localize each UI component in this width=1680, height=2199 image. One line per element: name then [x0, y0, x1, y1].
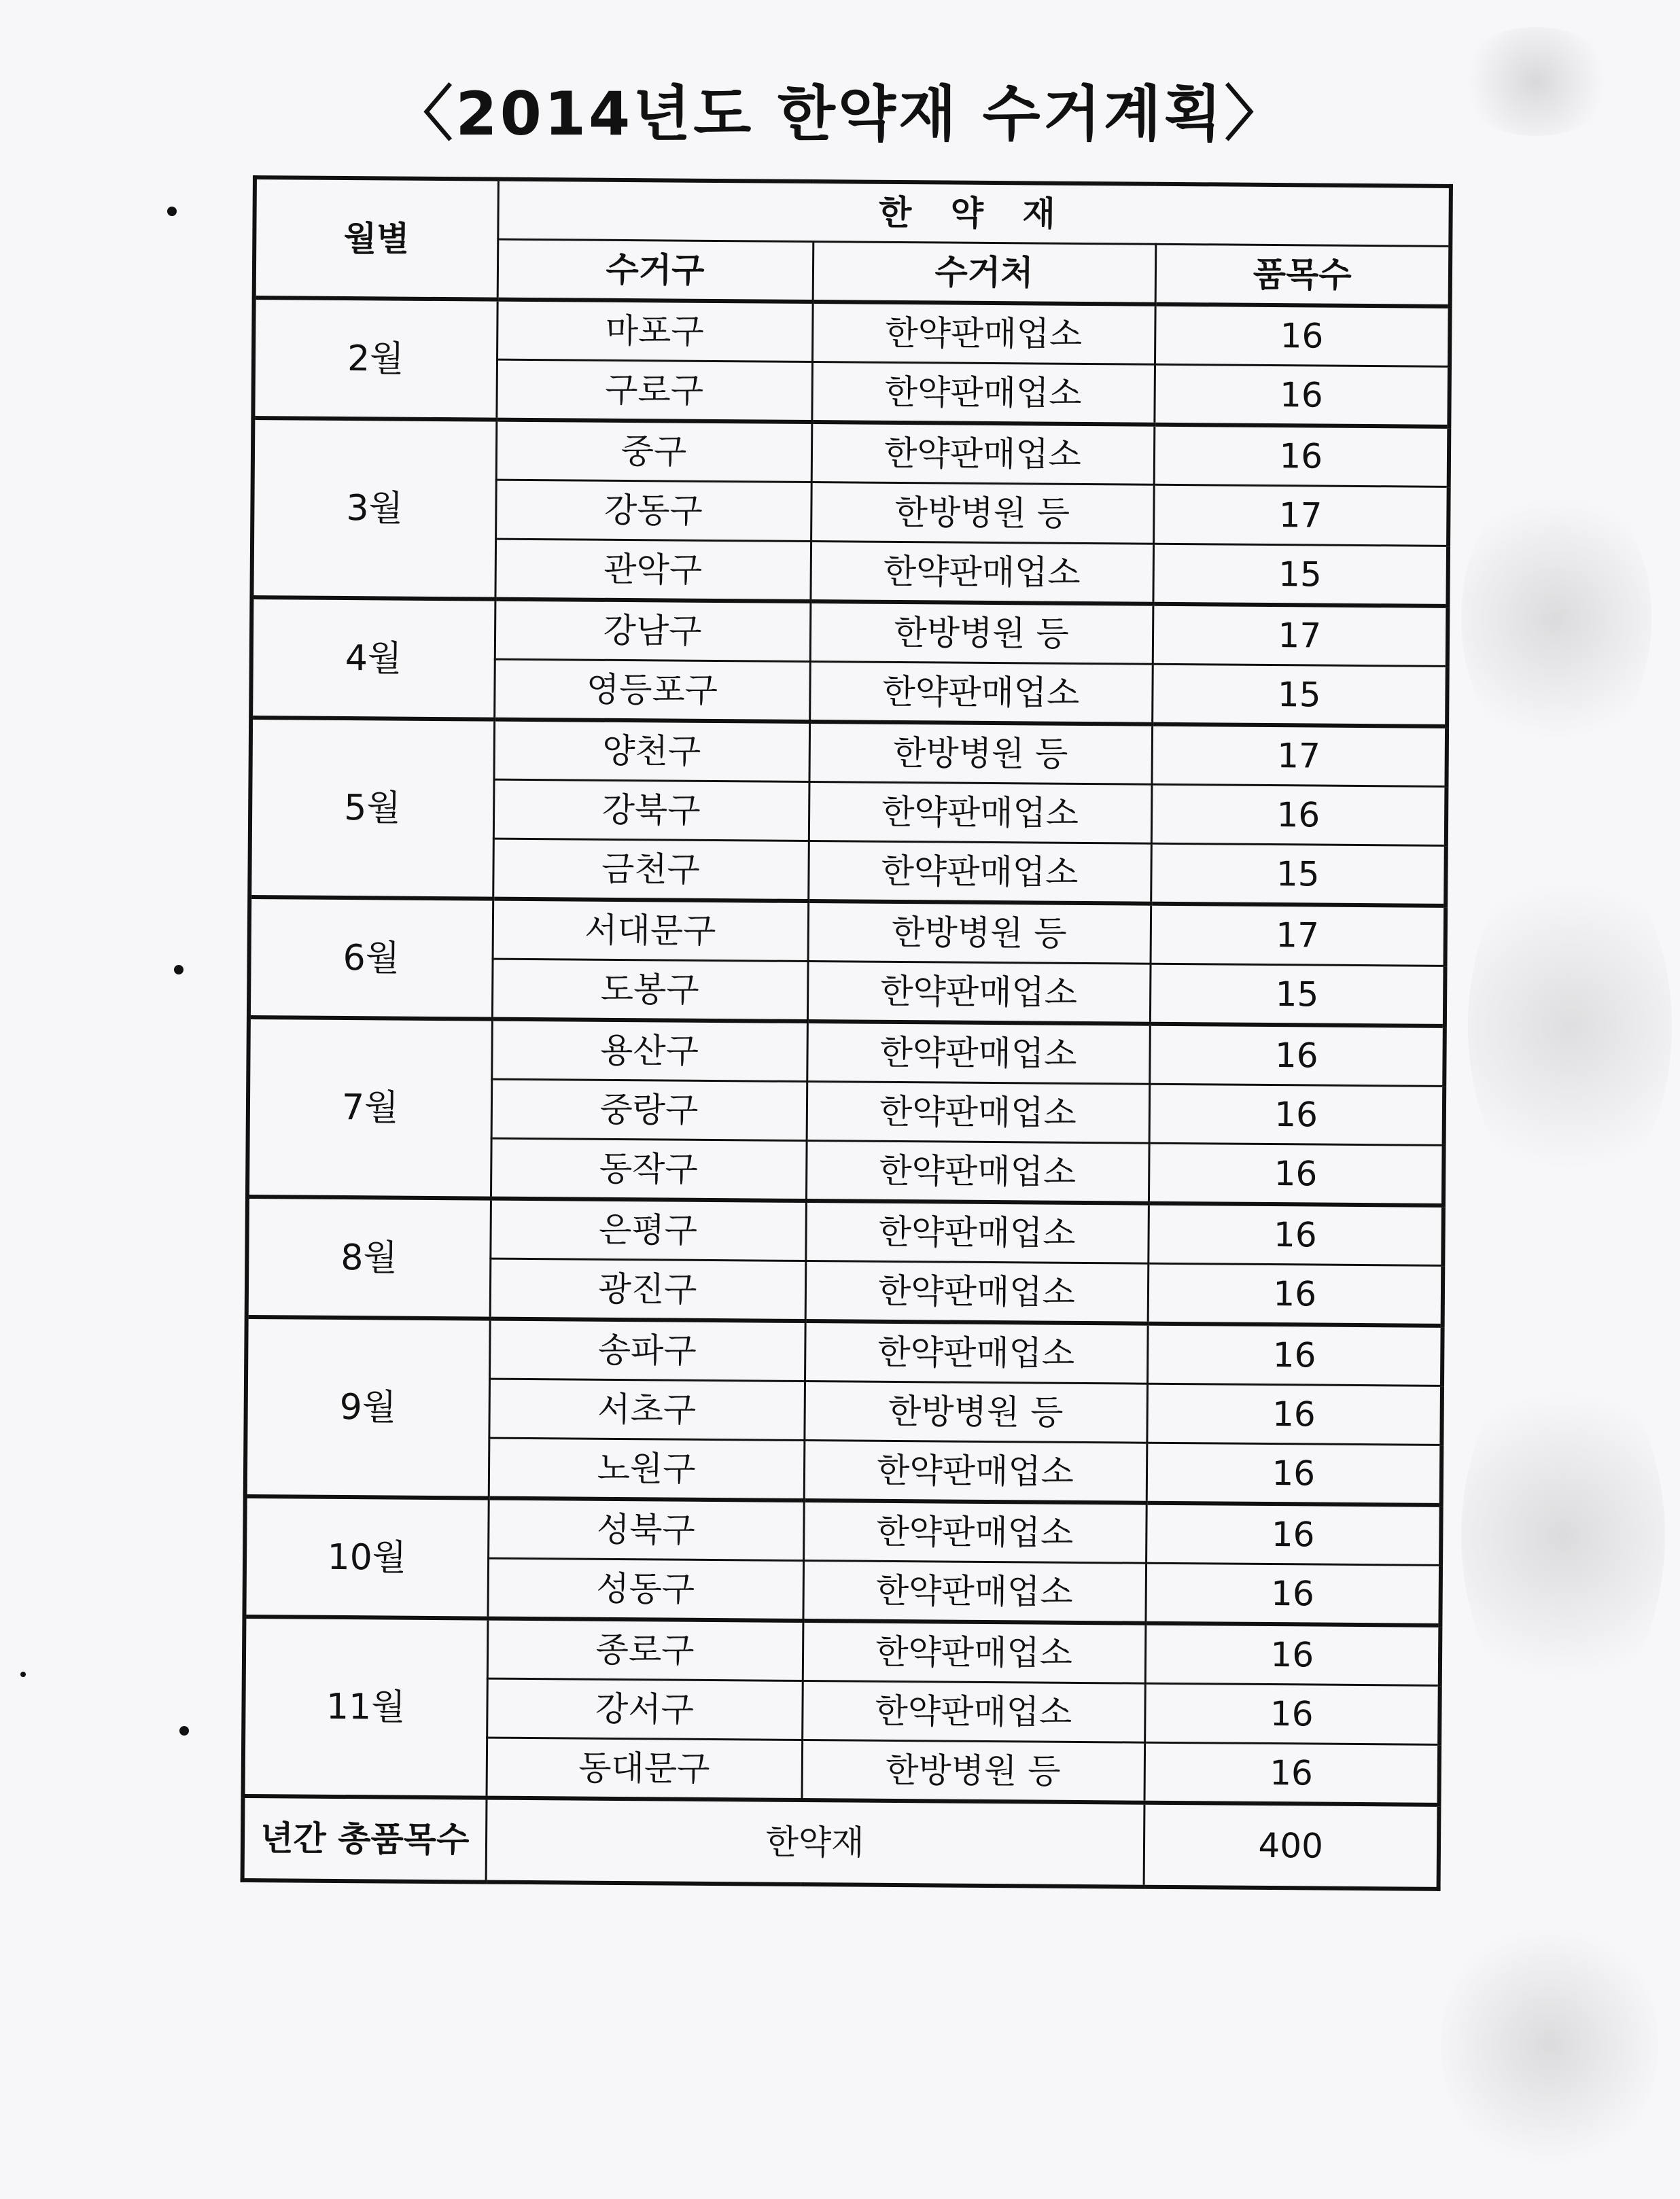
- month-cell: 9월: [245, 1317, 490, 1498]
- table-row: [251, 597, 1448, 666]
- district-cell: 성북구: [488, 1498, 804, 1561]
- header-count: 품목수: [1155, 244, 1451, 306]
- district-cell: 구로구: [496, 359, 812, 422]
- count-cell: 16: [1149, 1084, 1445, 1145]
- place-cell: 한약판매업소: [805, 1321, 1148, 1384]
- district-cell: 동작구: [491, 1138, 807, 1201]
- scan-noise: [1461, 1359, 1665, 1712]
- count-cell: 16: [1147, 1324, 1443, 1386]
- scan-noise: [1461, 476, 1651, 761]
- table-body: [243, 298, 1450, 1805]
- count-cell: 16: [1147, 1443, 1442, 1505]
- month-cell: 4월: [251, 597, 495, 720]
- place-cell: 한약판매업소: [806, 1141, 1149, 1203]
- place-cell: 한약판매업소: [807, 1021, 1150, 1084]
- place-cell: 한약판매업소: [809, 782, 1152, 844]
- count-cell: 16: [1154, 364, 1450, 427]
- district-cell: 성동구: [487, 1558, 803, 1621]
- district-cell: 노원구: [489, 1438, 805, 1500]
- count-cell: 16: [1146, 1503, 1441, 1566]
- place-cell: 한약판매업소: [811, 422, 1155, 485]
- count-cell: 16: [1144, 1742, 1439, 1805]
- district-cell: 용산구: [491, 1019, 807, 1082]
- count-cell: 17: [1151, 724, 1447, 787]
- place-cell: 한약판매업소: [812, 302, 1155, 364]
- scan-mark-dot: [167, 207, 177, 216]
- month-cell: 10월: [244, 1496, 488, 1619]
- district-cell: 은평구: [490, 1199, 806, 1261]
- place-cell: 한약판매업소: [805, 1261, 1149, 1324]
- total-row: [243, 1796, 1439, 1889]
- place-cell: 한방병원 등: [810, 601, 1153, 664]
- collection-plan-table: [241, 175, 1453, 1891]
- place-cell: 한약판매업소: [811, 362, 1155, 425]
- count-cell: 16: [1149, 1143, 1444, 1206]
- month-cell: 7월: [247, 1017, 492, 1199]
- table-row: [246, 1317, 1443, 1386]
- place-cell: 한약판매업소: [802, 1681, 1145, 1742]
- count-cell: 16: [1155, 304, 1450, 367]
- place-cell: 한방병원 등: [808, 901, 1151, 964]
- district-cell: 중구: [496, 420, 812, 482]
- count-cell: 16: [1145, 1623, 1441, 1686]
- scan-noise: [1454, 27, 1617, 136]
- header-month: 월별: [254, 177, 498, 300]
- district-cell: 광진구: [490, 1259, 806, 1321]
- count-cell: 17: [1151, 904, 1446, 966]
- place-cell: 한약판매업소: [803, 1560, 1146, 1623]
- table-row: [249, 897, 1446, 966]
- month-cell: 2월: [253, 298, 497, 420]
- count-cell: 17: [1153, 485, 1449, 546]
- count-cell: 16: [1145, 1563, 1441, 1625]
- place-cell: 한약판매업소: [805, 1201, 1149, 1263]
- scan-noise: [1441, 1916, 1658, 2175]
- district-cell: 동대문구: [487, 1738, 803, 1800]
- place-cell: 한약판매업소: [804, 1440, 1147, 1502]
- table-row: [253, 298, 1450, 366]
- total-category: 한약재: [486, 1798, 1144, 1887]
- district-cell: 도봉구: [492, 959, 808, 1021]
- place-cell: 한방병원 등: [804, 1382, 1147, 1443]
- place-cell: 한방병원 등: [801, 1740, 1144, 1802]
- district-cell: 마포구: [497, 300, 813, 362]
- count-cell: 16: [1144, 1683, 1440, 1744]
- month-cell: 3월: [251, 418, 496, 599]
- count-cell: 16: [1149, 1024, 1445, 1087]
- count-cell: 15: [1151, 843, 1446, 906]
- header-place: 수거처: [813, 242, 1156, 304]
- district-cell: 강동구: [495, 480, 811, 541]
- total-value: 400: [1144, 1803, 1439, 1889]
- district-cell: 양천구: [493, 720, 809, 782]
- district-cell: 강북구: [493, 779, 809, 841]
- table-row: [251, 718, 1448, 786]
- month-cell: 11월: [243, 1617, 488, 1798]
- district-cell: 종로구: [487, 1619, 803, 1681]
- header-herbal-medicine: 한 약 재: [497, 179, 1451, 247]
- count-cell: 16: [1151, 784, 1447, 845]
- district-cell: 송파구: [489, 1319, 805, 1382]
- table-row: [245, 1496, 1441, 1565]
- month-cell: 8월: [247, 1197, 491, 1319]
- count-cell: 15: [1150, 964, 1446, 1026]
- total-label: 년간 총품목수: [243, 1796, 487, 1882]
- page-title: 〈2014년도 한약재 수거계획〉: [393, 79, 1287, 149]
- district-cell: 금천구: [493, 839, 809, 901]
- place-cell: 한약판매업소: [809, 662, 1153, 724]
- place-cell: 한방병원 등: [811, 482, 1154, 544]
- header-district: 수거구: [497, 239, 813, 302]
- place-cell: 한약판매업소: [807, 962, 1151, 1024]
- place-cell: 한방병원 등: [809, 722, 1152, 784]
- table-row: [244, 1617, 1441, 1685]
- scan-mark-dot: [20, 1672, 26, 1677]
- table-row: [247, 1197, 1443, 1265]
- count-cell: 15: [1153, 544, 1448, 606]
- count-cell: 16: [1148, 1263, 1443, 1326]
- count-cell: 16: [1154, 425, 1450, 487]
- table-header: [254, 177, 1451, 306]
- scan-mark-dot: [179, 1726, 189, 1736]
- place-cell: 한약판매업소: [803, 1621, 1146, 1683]
- district-cell: 서초구: [489, 1379, 805, 1440]
- table-row: [248, 1017, 1445, 1086]
- table-row: [253, 418, 1450, 487]
- scan-mark-dot: [174, 965, 183, 974]
- district-cell: 강서구: [487, 1678, 803, 1740]
- scan-noise: [1468, 849, 1672, 1203]
- count-cell: 15: [1152, 664, 1448, 726]
- count-cell: 16: [1148, 1203, 1443, 1266]
- district-cell: 관악구: [495, 539, 811, 601]
- count-cell: 17: [1153, 604, 1448, 667]
- district-cell: 영등포구: [494, 659, 810, 722]
- place-cell: 한약판매업소: [808, 841, 1151, 904]
- month-cell: 6월: [249, 897, 493, 1019]
- district-cell: 서대문구: [493, 899, 809, 962]
- place-cell: 한약판매업소: [810, 542, 1153, 604]
- count-cell: 16: [1147, 1384, 1442, 1445]
- place-cell: 한약판매업소: [803, 1500, 1147, 1563]
- district-cell: 중랑구: [491, 1079, 807, 1140]
- district-cell: 강남구: [495, 599, 811, 662]
- month-cell: 5월: [249, 718, 494, 899]
- place-cell: 한약판매업소: [807, 1082, 1150, 1144]
